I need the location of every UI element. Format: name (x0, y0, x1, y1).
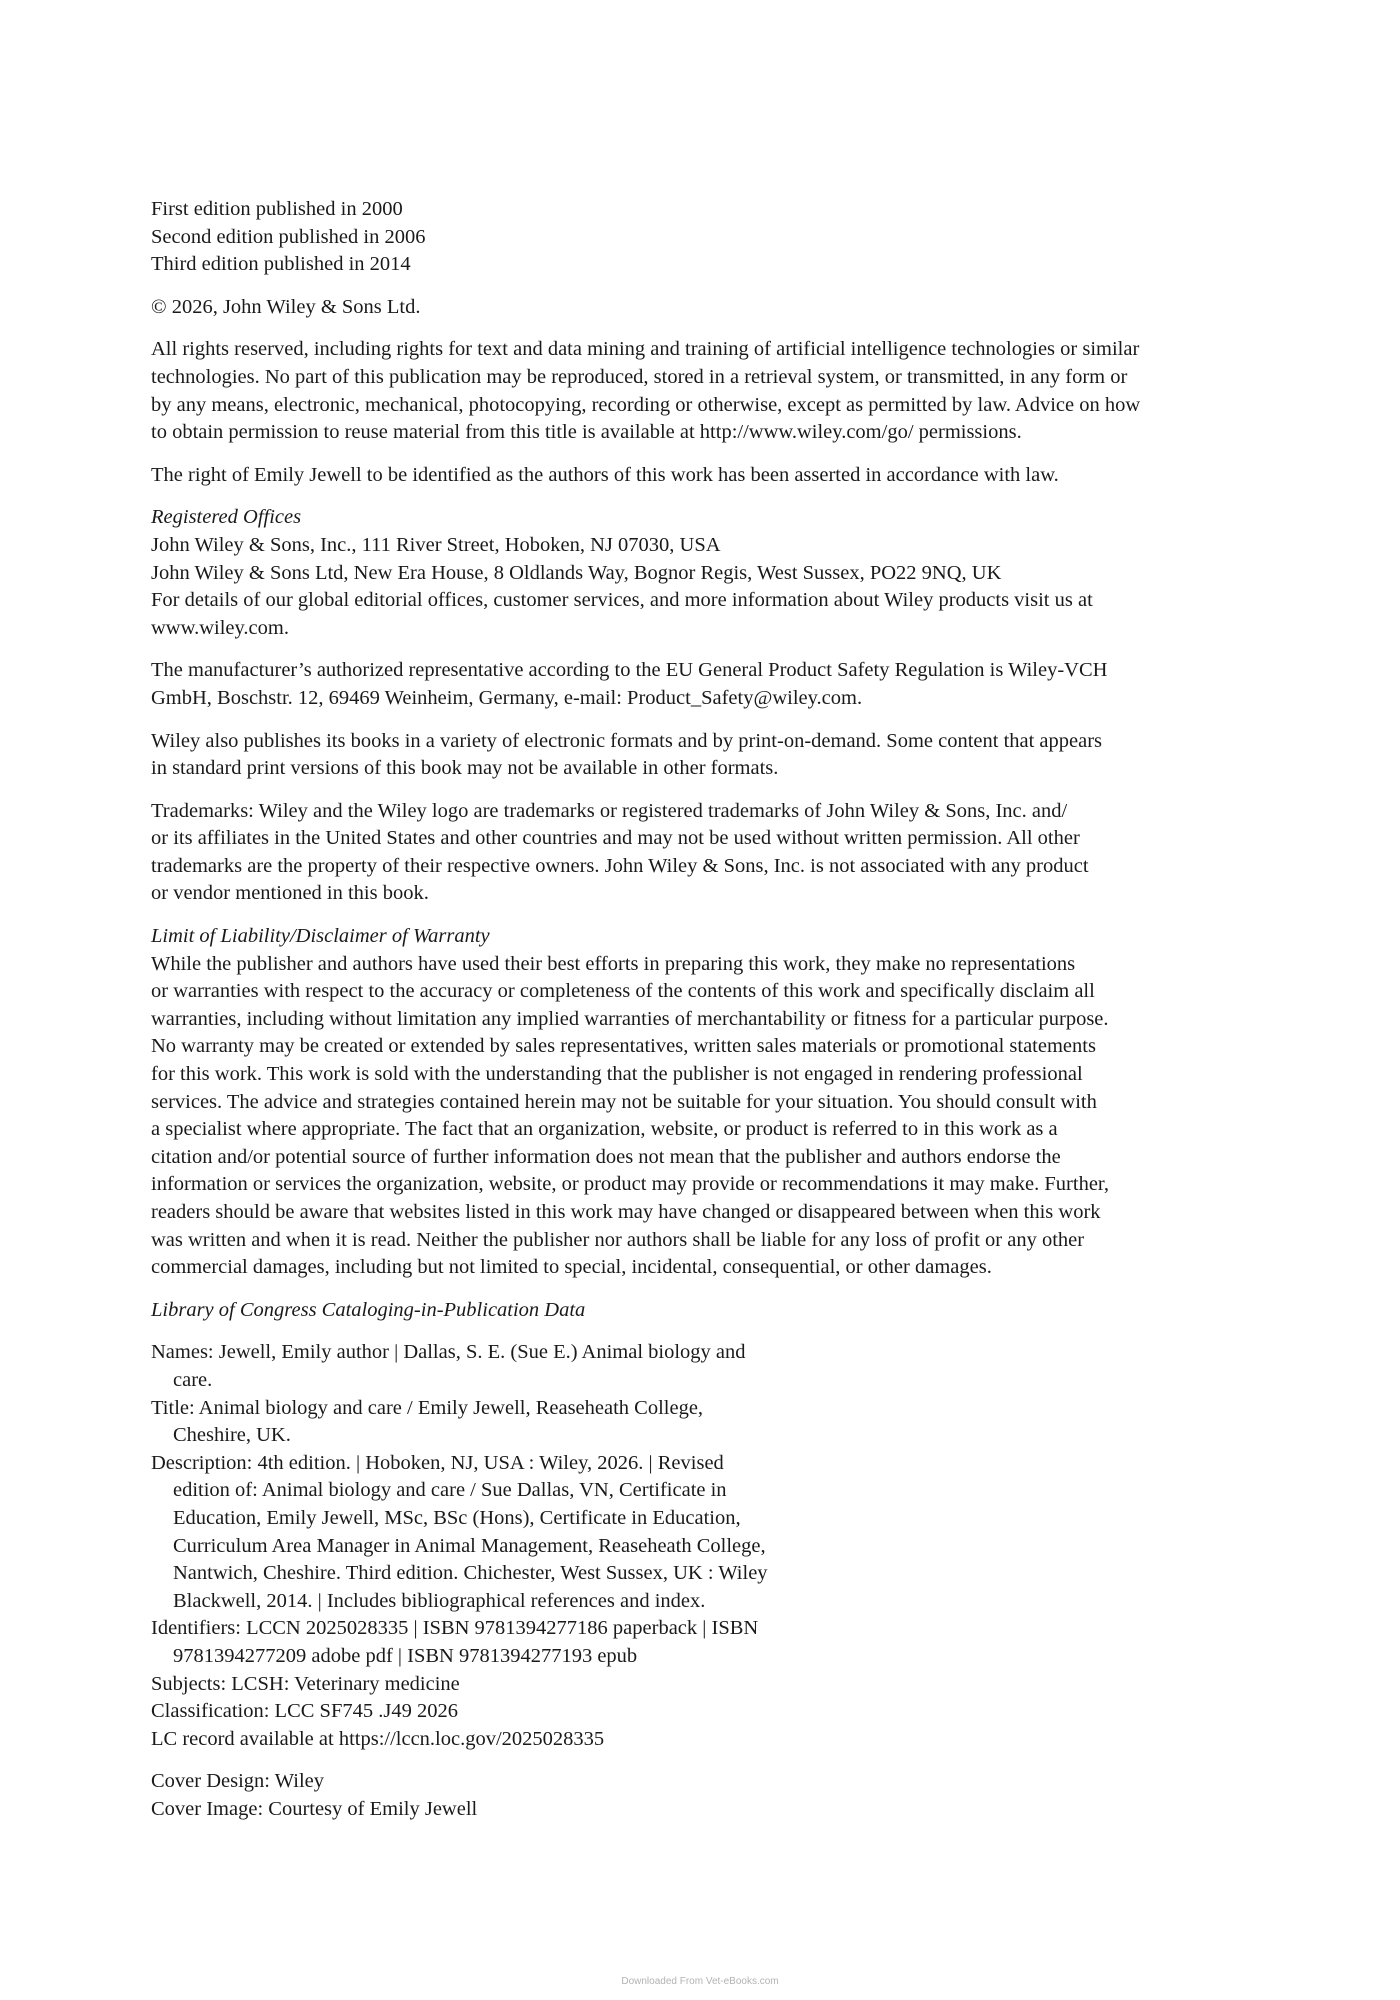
cip-entry-classification: Classification: LCC SF745 .J49 2026 (151, 1700, 458, 1723)
cip-entry-description: Description: 4th edition. | Hoboken, NJ, USA : Wiley, 2026. | Revised edition of: Animal biology and care / Sue Dallas, VN, Certificate in Education, Emily Jewell, MSc, BSc (Hons), Certificate in Education, Curriculum Area Manager in Animal Management, Reaseheath College, Nantwich, Cheshire. Third edition. Chichester, West Sussex, UK : Wiley Blackwell, 2014. | Includes bibliographical references and index. (151, 1451, 768, 1612)
offices-details: For details of our global editorial offices, customer services, and more information about Wiley products visit us at www.wiley.com. (151, 589, 1093, 639)
cover-image-credit: Cover Image: Courtesy of Emily Jewell (151, 1797, 478, 1820)
trademarks-text: Trademarks: Wiley and the Wiley logo are trademarks or registered trademarks of John Wiley & Sons, Inc. and/ or its affiliates in the United States and other countries and may not be used without written permission. All other trademarks are the property of their respective owners. John Wiley & Sons, Inc. is not associated with any product or vendor mentioned in this book. (151, 799, 1089, 905)
rights-text: All rights reserved, including rights for text and data mining and training of artificial intelligence technologies or similar technologies. No part of this publication may be reproduced, stored in a retrieval system, or transmitted, in any form or by any means, electronic, mechanical, photocopying, recording or otherwise, except as permitted by law. Advice on how to obtain permission to reuse material from this title is available at http://www.wiley.com/go/ permissions. (151, 338, 1141, 444)
liability-heading: Limit of Liability/Disclaimer of Warranty (151, 925, 490, 948)
cip-entry-lc-record: LC record available at https://lccn.loc.gov/2025028335 (151, 1727, 605, 1750)
formats-statement (151, 728, 1261, 783)
edition-history (151, 196, 1261, 279)
copyright-line: © 2026, John Wiley & Sons Ltd. (151, 295, 421, 318)
download-watermark: Downloaded From Vet-eBooks.com (621, 1976, 779, 1987)
formats-text: Wiley also publishes its books in a variety of electronic formats and by print-on-demand. Some content that appears in standard print versions of this book may not be available in other formats. (151, 729, 1103, 780)
cover-credits (151, 1768, 1261, 1823)
liability-disclaimer (151, 923, 1261, 1282)
registered-offices (151, 504, 1261, 642)
liability-text: While the publisher and authors have used their best efforts in preparing this work, they make no representations or warranties with respect to the accuracy or completeness of the contents of this work and specifically disclaim all warranties, including without limitation any implied warranties of merchantability or fitness for a particular purpose. No warranty may be created or extended by sales representatives, written sales materials or promotional statements for this work. This work is sold with the understanding that the publisher is not engaged in rendering professional services. The advice and strategies contained herein may not be suitable for your situation. You should consult with a specialist where appropriate. The fact that an organization, website, or product is referred to in this work as a citation and/or potential source of further information does not mean that the publisher and authors endorse the information or services the organization, website, or product may provide or recommendations it may make. Further, readers should be aware that websites listed in this work may have changed or disappeared between when this work was written and when it is read. Neither the publisher nor authors shall be liable for any loss of profit or any other commercial damages, including but not limited to special, incidental, consequential, or other damages. (151, 952, 1110, 1279)
eu-representative-text: The manufacturer’s authorized representative according to the EU General Product Safety Regulation is Wiley-VCH GmbH, Boschstr. 12, 69469 Weinheim, Germany, e-mail: Product_Safety@wiley.com. (151, 659, 1108, 709)
rights-statement (151, 336, 1261, 446)
cip-heading: Library of Congress Cataloging-in-Publication Data (151, 1298, 586, 1321)
edition-line: Third edition published in 2014 (151, 253, 411, 276)
cip-entry-subjects: Subjects: LCSH: Veterinary medicine (151, 1672, 460, 1695)
author-right-statement (151, 462, 1261, 490)
edition-line: First edition published in 2000 (151, 198, 403, 220)
cip-entry-title: Title: Animal biology and care / Emily Jewell, Reaseheath College, Cheshire, UK. (151, 1396, 704, 1447)
copyright-notice (151, 294, 1261, 322)
edition-line: Second edition published in 2006 (151, 225, 426, 248)
registered-offices-heading: Registered Offices (151, 506, 302, 529)
cip-data (151, 1339, 1261, 1753)
copyright-page (151, 196, 1261, 1838)
cip-heading-block (151, 1297, 1261, 1325)
cip-entry-names: Names: Jewell, Emily author | Dallas, S. E. (Sue E.) Animal biology and care. (151, 1341, 746, 1391)
cover-design-credit: Cover Design: Wiley (151, 1770, 325, 1793)
office-address: John Wiley & Sons, Inc., 111 River Street, Hoboken, NJ 07030, USA (151, 533, 721, 556)
trademarks-statement (151, 798, 1261, 908)
cip-entry-identifiers: Identifiers: LCCN 2025028335 | ISBN 9781394277186 paperback | ISBN 9781394277209 adobe pdf | ISBN 9781394277193 epub (151, 1617, 759, 1667)
eu-representative (151, 657, 1261, 712)
author-right-text: The right of Emily Jewell to be identified as the authors of this work has been asserted in accordance with law. (151, 463, 1059, 486)
office-address: John Wiley & Sons Ltd, New Era House, 8 Oldlands Way, Bognor Regis, West Sussex, PO22 9NQ, UK (151, 561, 1002, 584)
